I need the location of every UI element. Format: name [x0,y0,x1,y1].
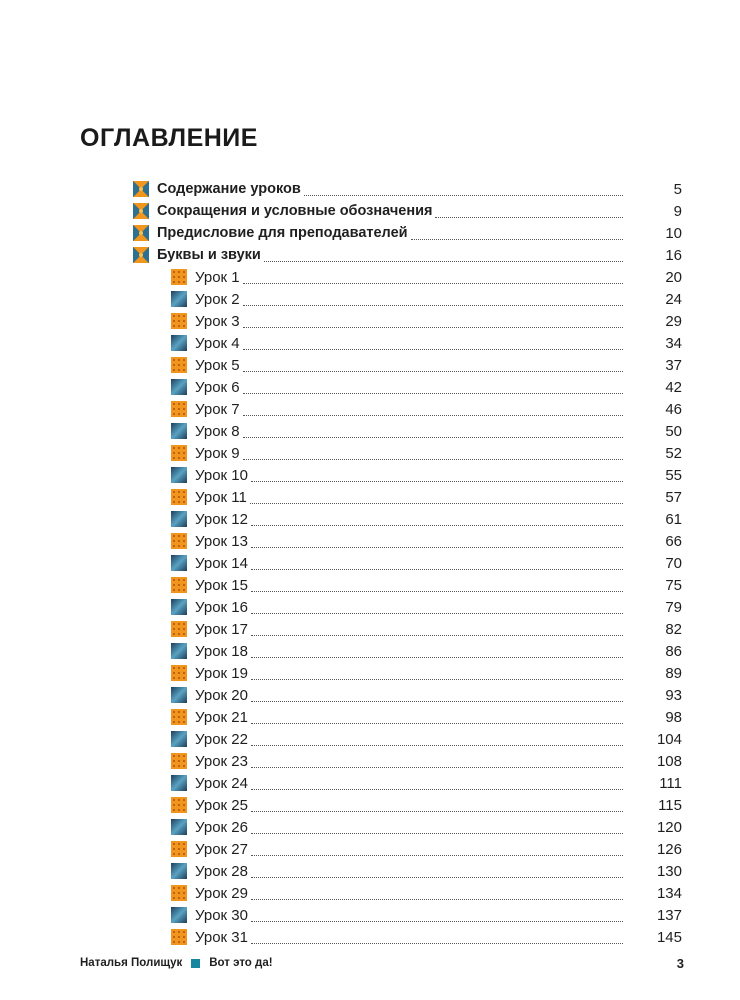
dot-leader [251,933,623,944]
dot-leader [251,691,623,702]
orange-grid-icon [171,885,187,901]
toc-entry [171,687,623,704]
toc-page-number: 61 [665,510,682,528]
toc-page-number: 86 [665,642,682,660]
dot-leader [251,735,623,746]
orange-grid-icon [171,929,187,945]
toc-entry [171,643,623,660]
toc-entry [171,885,623,902]
toc-entry-label: Урок 6 [195,378,240,396]
toc-page-number: 52 [665,444,682,462]
toc-entry-label: Урок 14 [195,554,248,572]
dot-leader [251,823,623,834]
blue-stripe-icon [171,423,187,439]
toc-entry [171,665,623,682]
toc-entry [171,863,623,880]
toc-lesson-row[interactable] [0,508,740,530]
page-title: ОГЛАВЛЕНИЕ [80,124,258,152]
blue-stripe-icon [171,599,187,615]
dot-leader [251,537,623,548]
toc-entry-label: Буквы и звуки [157,247,261,263]
toc-entry-label: Урок 19 [195,664,248,682]
toc-section-row[interactable] [0,200,740,222]
dot-leader [243,361,623,372]
toc-entry [171,929,623,946]
blue-stripe-icon [171,775,187,791]
toc-entry-label: Сокращения и условные обозначения [157,203,433,219]
toc-lesson-row[interactable] [0,816,740,838]
cross-icon [133,181,149,197]
dot-leader [251,581,623,592]
toc-entry [171,379,623,396]
orange-grid-icon [171,445,187,461]
toc-entry [171,709,623,726]
orange-grid-icon [171,489,187,505]
orange-grid-icon [171,269,187,285]
orange-grid-icon [171,621,187,637]
toc-lesson-row[interactable] [0,310,740,332]
dot-leader [243,339,623,350]
orange-grid-icon [171,709,187,725]
dot-leader [251,889,623,900]
toc-lesson-row[interactable] [0,464,740,486]
toc-section-row[interactable] [0,178,740,200]
table-of-contents [0,178,740,948]
toc-entry-label: Урок 26 [195,818,248,836]
blue-stripe-icon [171,511,187,527]
dot-leader [435,207,623,218]
dot-leader [243,449,623,460]
toc-entry-label: Урок 18 [195,642,248,660]
toc-page-number: 37 [665,356,682,374]
toc-entry-label: Урок 3 [195,312,240,330]
toc-entry [171,533,623,550]
toc-page-number: 115 [658,796,682,814]
toc-entry-label: Урок 22 [195,730,248,748]
toc-entry-label: Урок 16 [195,598,248,616]
toc-entry-label: Урок 20 [195,686,248,704]
toc-entry [171,423,623,440]
blue-stripe-icon [171,907,187,923]
toc-entry [171,819,623,836]
toc-entry-label: Урок 24 [195,774,248,792]
toc-page-number: 75 [665,576,682,594]
toc-entry-label: Урок 10 [195,466,248,484]
blue-stripe-icon [171,467,187,483]
toc-lesson-row[interactable] [0,420,740,442]
toc-entry-label: Урок 8 [195,422,240,440]
toc-page-number: 57 [665,488,682,506]
cross-icon [133,247,149,263]
toc-lesson-row[interactable] [0,904,740,926]
blue-stripe-icon [171,291,187,307]
toc-entry [171,335,623,352]
dot-leader [304,185,623,196]
toc-entry [171,621,623,638]
toc-lesson-row[interactable] [0,376,740,398]
toc-entry [171,489,623,506]
toc-entry [171,841,623,858]
dot-leader [251,757,623,768]
toc-page-number: 111 [659,774,682,792]
toc-lesson-row[interactable] [0,860,740,882]
toc-entry-label: Урок 28 [195,862,248,880]
toc-lesson-row[interactable] [0,618,740,640]
toc-page-number: 24 [665,290,682,308]
toc-entry-label: Урок 9 [195,444,240,462]
toc-lesson-row[interactable] [0,266,740,288]
toc-lesson-row[interactable] [0,926,740,948]
dot-leader [251,801,623,812]
dot-leader [250,493,623,504]
toc-entry [171,357,623,374]
toc-page-number: 89 [665,664,682,682]
blue-stripe-icon [171,555,187,571]
toc-lesson-row[interactable] [0,838,740,860]
toc-lesson-row[interactable] [0,750,740,772]
toc-entry-label: Урок 4 [195,334,240,352]
toc-entry [171,511,623,528]
toc-lesson-row[interactable] [0,596,740,618]
toc-entry [171,313,623,330]
toc-page-number: 120 [656,818,682,836]
toc-entry-label: Урок 15 [195,576,248,594]
toc-lesson-row[interactable] [0,486,740,508]
dot-leader [251,845,623,856]
toc-lesson-row[interactable] [0,662,740,684]
toc-entry-label: Урок 31 [195,928,248,946]
orange-grid-icon [171,357,187,373]
toc-lesson-row[interactable] [0,354,740,376]
toc-lesson-row[interactable] [0,530,740,552]
footer-page-number: 3 [676,955,684,971]
toc-page-number: 104 [656,730,682,748]
toc-entry [133,247,623,263]
footer-book-title: Вот это да! [209,957,273,969]
footer-square-icon [191,959,200,968]
toc-entry-label: Урок 27 [195,840,248,858]
toc-entry [171,555,623,572]
toc-section-row[interactable] [0,244,740,266]
orange-grid-icon [171,797,187,813]
blue-stripe-icon [171,819,187,835]
toc-entry-label: Урок 29 [195,884,248,902]
toc-page-number: 55 [665,466,682,484]
orange-grid-icon [171,841,187,857]
toc-entry [171,291,623,308]
orange-grid-icon [171,401,187,417]
blue-stripe-icon [171,863,187,879]
toc-page-number: 50 [665,422,682,440]
toc-page-number: 79 [665,598,682,616]
dot-leader [251,471,623,482]
dot-leader [251,779,623,790]
toc-page-number: 42 [665,378,682,396]
toc-entry-label: Урок 1 [195,268,240,286]
toc-lesson-row[interactable] [0,552,740,574]
toc-page-number: 130 [656,862,682,880]
toc-entry-label: Урок 13 [195,532,248,550]
dot-leader [251,625,623,636]
dot-leader [251,867,623,878]
toc-lesson-row[interactable] [0,288,740,310]
toc-entry [171,577,623,594]
dot-leader [243,295,623,306]
toc-entry-label: Содержание уроков [157,181,301,197]
blue-stripe-icon [171,379,187,395]
blue-stripe-icon [171,335,187,351]
dot-leader [251,713,623,724]
toc-entry [171,731,623,748]
toc-entry [171,753,623,770]
dot-leader [251,603,623,614]
cross-icon [133,203,149,219]
toc-entry-label: Урок 5 [195,356,240,374]
toc-entry [171,907,623,924]
toc-page-number: 34 [665,334,682,352]
toc-entry [171,599,623,616]
toc-entry [171,401,623,418]
dot-leader [251,911,623,922]
footer-author: Наталья Полищук [80,957,183,969]
toc-entry [133,203,623,219]
toc-page-number: 145 [656,928,682,946]
dot-leader [243,383,623,394]
toc-lesson-row[interactable] [0,684,740,706]
orange-grid-icon [171,577,187,593]
toc-page-number: 93 [665,686,682,704]
toc-page-number: 29 [665,312,682,330]
dot-leader [251,515,623,526]
toc-entry [133,225,623,241]
toc-entry-label: Урок 17 [195,620,248,638]
dot-leader [264,251,623,262]
blue-stripe-icon [171,687,187,703]
toc-entry [171,445,623,462]
toc-lesson-row[interactable] [0,442,740,464]
toc-page-number: 82 [665,620,682,638]
toc-lesson-row[interactable] [0,706,740,728]
toc-entry [133,181,623,197]
orange-grid-icon [171,665,187,681]
toc-entry-label: Урок 2 [195,290,240,308]
dot-leader [251,669,623,680]
dot-leader [251,647,623,658]
toc-page-number: 134 [656,884,682,902]
toc-entry-label: Урок 23 [195,752,248,770]
toc-page-number: 10 [665,224,682,242]
dot-leader [251,559,623,570]
toc-entry [171,775,623,792]
blue-stripe-icon [171,731,187,747]
toc-entry [171,797,623,814]
toc-entry-label: Предисловие для преподавателей [157,225,408,241]
toc-lesson-row[interactable] [0,332,740,354]
toc-lesson-row[interactable] [0,398,740,420]
toc-lesson-row[interactable] [0,574,740,596]
toc-page-number: 137 [656,906,682,924]
toc-lesson-row[interactable] [0,640,740,662]
toc-lesson-row[interactable] [0,882,740,904]
toc-lesson-row[interactable] [0,794,740,816]
toc-page-number: 16 [665,246,682,264]
toc-entry-label: Урок 7 [195,400,240,418]
dot-leader [243,405,623,416]
toc-entry-label: Урок 25 [195,796,248,814]
toc-page-number: 9 [673,202,682,220]
toc-entry [171,467,623,484]
cross-icon [133,225,149,241]
toc-page-number: 98 [665,708,682,726]
orange-grid-icon [171,753,187,769]
toc-entry-label: Урок 30 [195,906,248,924]
toc-section-row[interactable] [0,222,740,244]
dot-leader [411,229,623,240]
toc-page-number: 108 [656,752,682,770]
dot-leader [243,273,623,284]
toc-entry [171,269,623,286]
page-footer [80,953,684,973]
toc-entry-label: Урок 21 [195,708,248,726]
orange-grid-icon [171,533,187,549]
dot-leader [243,317,623,328]
toc-page-number: 46 [665,400,682,418]
toc-entry-label: Урок 11 [195,488,247,506]
toc-page-number: 20 [665,268,682,286]
toc-page-number: 126 [656,840,682,858]
toc-page-number: 5 [673,180,682,198]
dot-leader [243,427,623,438]
toc-page-number: 66 [665,532,682,550]
toc-entry-label: Урок 12 [195,510,248,528]
orange-grid-icon [171,313,187,329]
toc-lesson-row[interactable] [0,772,740,794]
toc-lesson-row[interactable] [0,728,740,750]
toc-page-number: 70 [665,554,682,572]
blue-stripe-icon [171,643,187,659]
